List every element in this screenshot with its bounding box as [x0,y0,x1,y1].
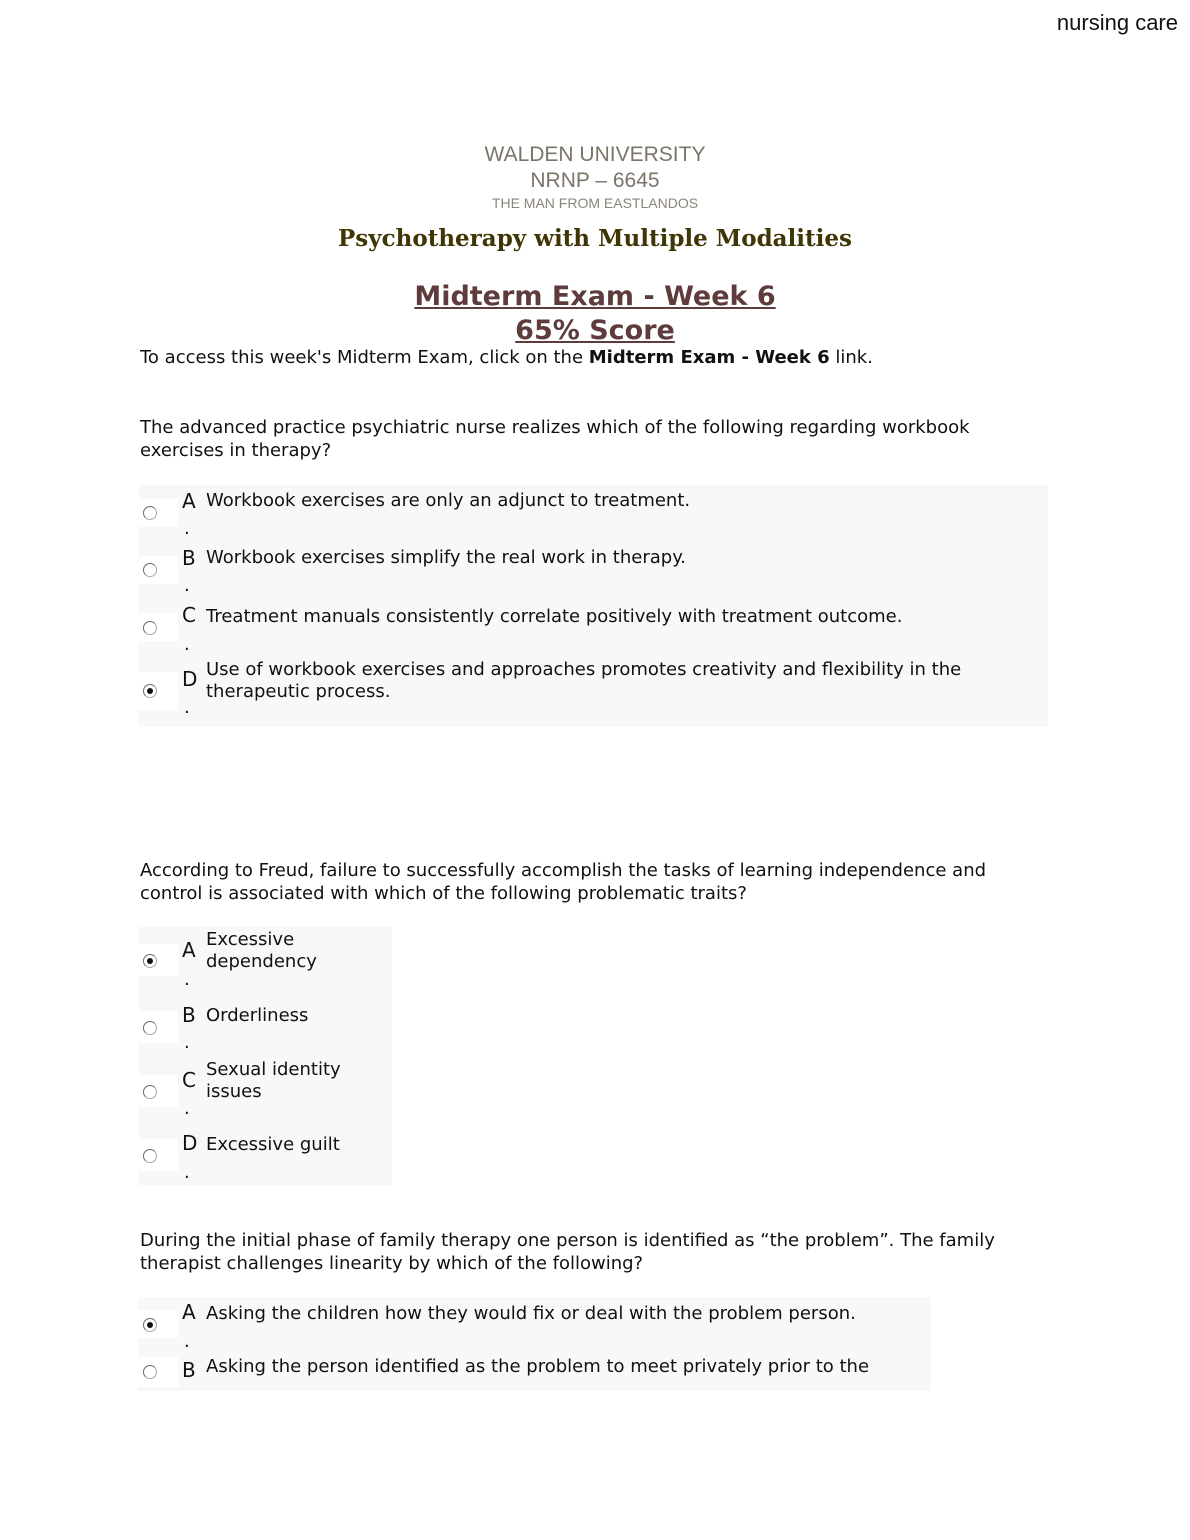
option-dot: . [184,969,190,990]
option-text: Asking the person identified as the problem to meet privately prior to the [206,1356,870,1377]
question-1-text: The advanced practice psychiatric nurse realizes which of the following regarding workbook exercises in therapy? [140,417,970,461]
question-3-answers [138,1297,931,1391]
option-dot: . [184,634,190,655]
answer-option[interactable] [138,542,1048,599]
radio-button[interactable] [143,563,157,577]
option-letter: C [182,1068,196,1092]
option-text: Workbook exercises simplify the real work in therapy. [206,547,687,568]
radio-cell [138,944,178,976]
answer-option[interactable] [138,600,1048,658]
answer-option[interactable] [138,1057,392,1121]
radio-cell [138,1139,178,1171]
radio-button-selected[interactable] [143,954,157,968]
course-code: NRNP – 6645 [530,169,660,192]
exam-score: 65% Score [515,315,675,346]
option-dot: . [184,1162,190,1183]
option-letter: B [182,546,196,570]
option-text: Treatment manuals consistently correlate positively with treatment outcome. [206,606,903,627]
radio-cell [138,613,178,641]
exam-title[interactable]: Midterm Exam - Week 6 [414,281,776,312]
radio-button[interactable] [143,1149,157,1163]
university-name: WALDEN UNIVERSITY [484,143,706,166]
radio-button[interactable] [143,621,157,635]
answer-option[interactable] [138,485,1048,541]
option-dot: . [184,1331,190,1352]
corner-tag: nursing care [1056,10,1178,35]
option-text: Use of workbook exercises and approaches promotes creativity and flexibility in the therapeutic process. [206,659,962,702]
question-1-answers [138,485,1048,727]
option-letter: A [182,489,196,513]
radio-cell [138,672,178,710]
question-3-text: During the initial phase of family therapy one person is identified as “the problem”. The family therapist challenges linearity by which of the following? [140,1230,995,1274]
option-dot: . [184,1032,190,1053]
option-text: Orderliness [206,1005,309,1026]
intro-suffix: link. [829,347,873,368]
answer-option[interactable] [138,1353,931,1391]
option-letter: A [182,938,196,962]
answer-option[interactable] [138,993,392,1055]
course-title: Psychotherapy with Multiple Modalities [338,225,852,252]
answer-option[interactable] [138,927,392,991]
option-text: Asking the children how they would fix or deal with the problem person. [206,1303,856,1324]
option-text: Excessive dependency [206,929,317,972]
intro-text [140,346,873,370]
option-text: Excessive guilt [206,1134,340,1155]
radio-button-selected[interactable] [143,1318,157,1332]
radio-cell [138,1310,178,1338]
option-dot: . [184,575,190,596]
radio-cell [138,499,178,527]
radio-button[interactable] [143,1085,157,1099]
byline: THE MAN FROM EASTLANDOS [491,195,699,211]
option-letter: D [182,1131,198,1155]
option-letter: C [182,603,196,627]
option-letter: A [182,1300,196,1324]
radio-button[interactable] [143,1365,157,1379]
answer-option[interactable] [138,659,1048,725]
answer-option[interactable] [138,1123,392,1183]
intro-prefix: To access this week's Midterm Exam, click on the [140,347,589,368]
radio-button[interactable] [143,1021,157,1035]
option-text: Sexual identity issues [206,1059,341,1102]
option-text: Workbook exercises are only an adjunct to treatment. [206,490,691,511]
question-2-answers [138,927,392,1185]
radio-button-selected[interactable] [143,684,157,698]
option-letter: B [182,1358,196,1382]
radio-button[interactable] [143,506,157,520]
radio-cell [138,1357,178,1387]
option-letter: D [182,667,198,691]
question-2-text: According to Freud, failure to successfully accomplish the tasks of learning independence and control is associated with which of the following problematic traits? [140,860,987,904]
radio-cell [138,556,178,584]
option-dot: . [184,518,190,539]
option-letter: B [182,1003,196,1027]
option-dot: . [184,697,190,718]
answer-option[interactable] [138,1297,931,1351]
radio-cell [138,1011,178,1043]
intro-link-text[interactable]: Midterm Exam - Week 6 [588,347,830,368]
option-dot: . [184,1098,190,1119]
radio-cell [138,1075,178,1107]
